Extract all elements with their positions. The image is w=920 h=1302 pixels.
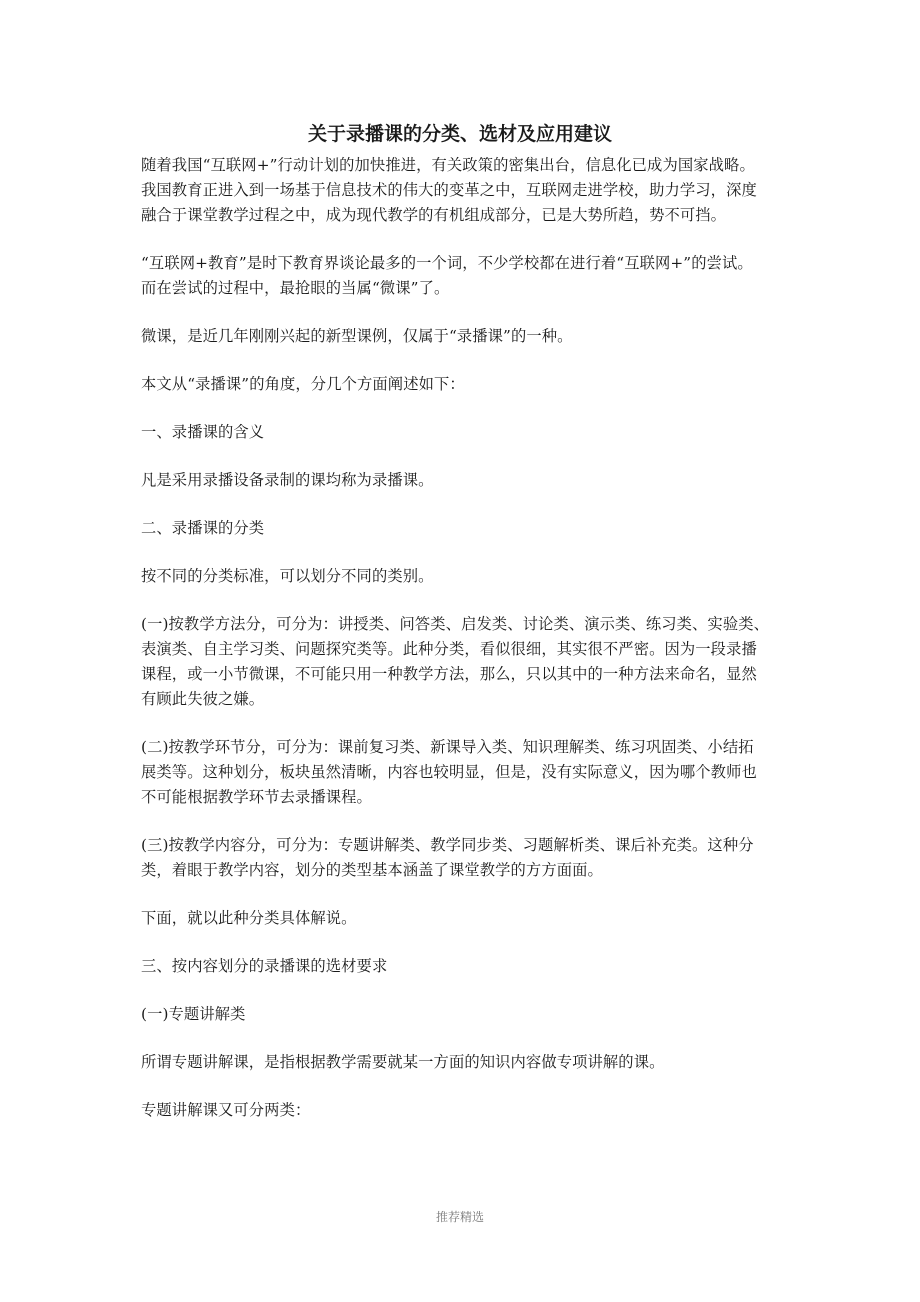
paragraph-line: 三、按内容划分的录播课的选材要求 bbox=[141, 957, 388, 975]
paragraph-line: 一、录播课的含义 bbox=[141, 423, 265, 441]
paragraph-line: 课程，或一小节微课，不可能只用一种教学方法，那么，只以其中的一种方法来命名，显然 bbox=[141, 665, 757, 683]
paragraph-line: (三)按教学内容分，可分为：专题讲解类、教学同步类、习题解析类、课后补充类。这种分 bbox=[141, 836, 754, 854]
paragraph bbox=[141, 954, 783, 979]
paragraph bbox=[141, 251, 783, 301]
paragraph-line: (一)专题讲解类 bbox=[141, 1005, 246, 1023]
paragraph-line: 我国教育正进入到一场基于信息技术的伟大的变革之中，互联网走进学校，助力学习，深度 bbox=[141, 181, 757, 199]
page-footer: 推荐精选 bbox=[435, 1210, 484, 1224]
paragraph bbox=[141, 564, 783, 589]
paragraph-line: “互联网+教育”是时下教育界谈论最多的一个词，不少学校都在进行着“互联网+”的尝试。 bbox=[141, 254, 753, 272]
paragraph-line: 专题讲解课又可分两类： bbox=[141, 1101, 311, 1119]
paragraph bbox=[141, 906, 783, 931]
paragraph bbox=[141, 1098, 783, 1123]
paragraph bbox=[141, 612, 783, 712]
paragraph bbox=[141, 1002, 783, 1027]
paragraph-line: 不可能根据教学环节去录播课程。 bbox=[141, 788, 372, 806]
paragraph-line: 随着我国“互联网+”行动计划的加快推进，有关政策的密集出台，信息化已成为国家战略。 bbox=[141, 156, 755, 174]
paragraph-line: 二、录播课的分类 bbox=[141, 519, 265, 537]
paragraph-line: (一)按教学方法分，可分为：讲授类、问答类、启发类、讨论类、演示类、练习类、实验类、 bbox=[141, 615, 770, 633]
paragraph bbox=[141, 324, 783, 349]
paragraph bbox=[141, 153, 783, 228]
paragraph-line: 按不同的分类标准，可以划分不同的类别。 bbox=[141, 567, 434, 585]
paragraph-line: 所谓专题讲解课，是指根据教学需要就某一方面的知识内容做专项讲解的课。 bbox=[141, 1053, 665, 1071]
paragraph-line: 类，着眼于教学内容，划分的类型基本涵盖了课堂教学的方方面面。 bbox=[141, 861, 603, 879]
paragraph-line: 有顾此失彼之嫌。 bbox=[141, 690, 265, 708]
paragraph-line: (二)按教学环节分，可分为：课前复习类、新课导入类、知识理解类、练习巩固类、小结拓 bbox=[141, 738, 754, 756]
paragraph bbox=[141, 516, 783, 541]
paragraph bbox=[141, 372, 783, 397]
paragraph-line: 本文从“录播课”的角度，分几个方面阐述如下： bbox=[141, 375, 465, 393]
paragraph bbox=[141, 833, 783, 883]
document-title: 关于录播课的分类、选材及应用建议 bbox=[307, 123, 612, 145]
paragraph-line: 微课，是近几年刚刚兴起的新型课例，仅属于“录播课”的一种。 bbox=[141, 327, 573, 345]
paragraph bbox=[141, 468, 783, 493]
paragraph-line: 表演类、自主学习类、问题探究类等。此种分类，看似很细，其实很不严密。因为一段录播 bbox=[141, 640, 757, 658]
paragraph bbox=[141, 420, 783, 445]
paragraph-line: 凡是采用录播设备录制的课均称为录播课。 bbox=[141, 471, 434, 489]
document-body bbox=[141, 153, 783, 1146]
paragraph-line: 展类等。这种划分，板块虽然清晰，内容也较明显，但是，没有实际意义，因为哪个教师也 bbox=[141, 763, 757, 781]
paragraph bbox=[141, 735, 783, 810]
paragraph-line: 下面，就以此种分类具体解说。 bbox=[141, 909, 357, 927]
paragraph-line: 而在尝试的过程中，最抢眼的当属“微课”了。 bbox=[141, 279, 450, 297]
paragraph bbox=[141, 1050, 783, 1075]
paragraph-line: 融合于课堂教学过程之中，成为现代教学的有机组成部分，已是大势所趋，势不可挡。 bbox=[141, 206, 727, 224]
